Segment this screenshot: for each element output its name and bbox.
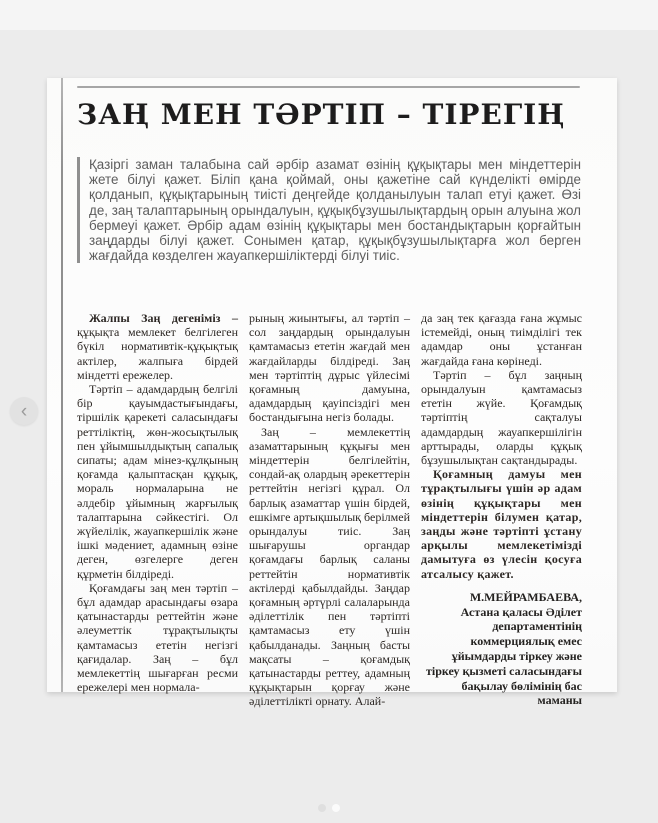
paragraph: Тәртіп – адамдардың белгілі бір қауымдастығындағы, тіршілік қарекеті саласындағы реттіліктің, жөн-жосықтылық пен ұйымшылдықтың сапалық сипаты; адам мінез-құлқының қоғамда қалыптасқан құқық, мораль нормаларына не әлдебір ұйымның жарғылық талаптарына сәйкестігі. Ол жүйелілік, жауапкершілік және ішкі мәдениет, адамның өзіне деген, өзгелерге деген құрметін білдіреді. bbox=[77, 382, 238, 581]
article-columns bbox=[77, 311, 582, 709]
paragraph: Заң – мемлекеттің азаматтарының құқығы мен міндеттерін белгілейтін, сондай-ақ олардың әрекеттерін реттейтін негізгі құрал. Ол барлық азаматтар үшін бірдей, ешкімге артықшылық берілмей орындалуы тиіс. Заң шығарушы органдар қоғамдағы барлық саланы реттейтін нормативтік актілерді қабылдайды. Заңдар қоғамның әртүрлі салаларында әділеттілік пен тәртіпті қамтамасыз ету үшін қабылданады. Заңның басты мақсаты – қоғамдық қатынастарды реттеу, адамның құқықтарын қорғау және әділеттілікті орнату. Алай- bbox=[249, 424, 410, 709]
paragraph: Тәртіп – бұл заңның орындалуын қамтамасыз ететін жүйе. Қоғамдық тәртіптің сақталуы адамдардың жауапкершілігін арттырады, оларды құқық бұзушылықтан сақтандырады. bbox=[421, 367, 582, 468]
carousel-dot-active bbox=[332, 804, 340, 812]
paragraph-emphasis: Қоғамның дамуы мен тұрақтылығы үшін әр адам өзінің құқықтары мен міндеттерін білумен қатар, заңды және тәртіпті ұстану арқылы мемлекетімізді дамытуға өз үлесін қосуға атсалысу қажет. bbox=[421, 467, 582, 581]
carousel-dots bbox=[0, 804, 658, 812]
carousel-prev-button[interactable] bbox=[10, 397, 38, 425]
author-name: М.МЕЙРАМБАЕВА, bbox=[469, 589, 582, 604]
paragraph-text: құқықта мемлекет белгілеген бүкіл нормативтік-құқықтық актілер, жалпыға бірдей міндетті ережелер. bbox=[77, 325, 238, 382]
author-role: Астана қаласы Әділет департаментінің коммерциялық емес ұйымдарды тіркеу және тіркеу қызметі саласындағы бақылау бөлімінің бас маманы bbox=[425, 604, 582, 708]
column-1 bbox=[77, 311, 238, 709]
author-block bbox=[421, 590, 582, 708]
carousel-dot bbox=[318, 804, 326, 812]
paragraph: Қоғамдағы заң мен тәртіп – бұл адамдар арасындағы өзара қатынастарды реттейтін және әлеуметтік тұрақтылықты қамтамасыз ететін негізгі қағидалар. Заң – бұл мемлекеттің шығарған ресми ережелері мен нормала- bbox=[77, 580, 238, 695]
paragraph bbox=[77, 311, 238, 382]
header-rule bbox=[77, 86, 580, 88]
paragraph-lead: Жалпы Заң дегеніміз – bbox=[89, 311, 238, 325]
article-title: ЗАҢ МЕН ТӘРТІП – ТІРЕГІҢ bbox=[77, 98, 566, 131]
article-intro: Қазіргі заман талабына сай әрбір азамат өзінің құқықтары мен міндеттерін жете білуі қажет. Біліп қана қоймай, оны қажетіне сай күнделікті өмірде қолданып, құқықтарының тиісті деңгейде қолданылуын талап етуі қажет. Өзі де, заң талаптарының орындалуын, құқықбұзушылықтардың орын алуына жол бермеуі қажет. Әрбір адам өзінің құқықтары мен бостандықтарын қорғайтын заңдарды білуі қажет. Сонымен қатар, құқықбұзушылықтарға жол берген жағдайда көзделген жауапкершіліктерді білуі тиіс. bbox=[77, 157, 581, 263]
chevron-left-icon: ‹ bbox=[20, 400, 28, 422]
page-fold-line bbox=[61, 78, 63, 692]
column-3 bbox=[421, 311, 582, 709]
paragraph: рының жиынтығы, ал тәртіп – сол заңдардың орындалуын қамтамасыз ететін жағдай мен жағдайларды білдіреді. Заң мен тәртіптің дұрыс үйлесімі қоғамның дамуына, адамдардың қауіпсіздігі мен бостандығына негіз болады. bbox=[249, 311, 410, 425]
background-top-strip bbox=[0, 0, 658, 30]
column-2 bbox=[249, 311, 410, 709]
paragraph: да заң тек қағазда ғана жұмыс істемейді, оның тиімділігі тек адамдар оны ұстанған жағдайда ғана көрінеді. bbox=[421, 311, 582, 368]
article-page bbox=[47, 78, 617, 709]
